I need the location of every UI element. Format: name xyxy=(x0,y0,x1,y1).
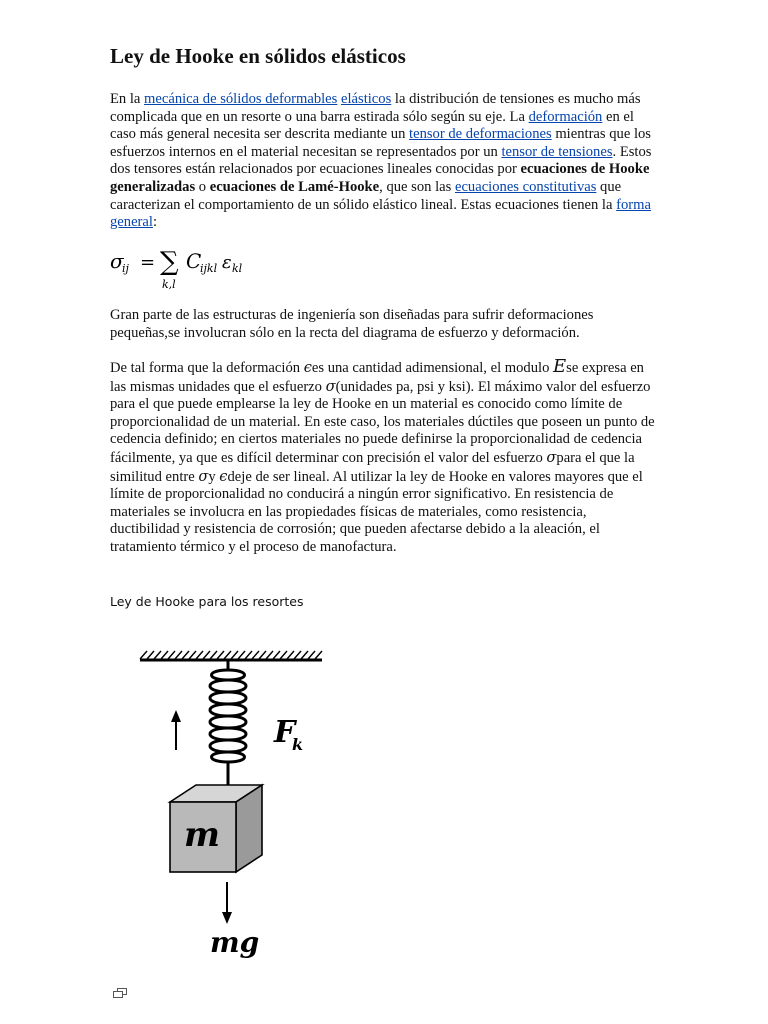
ceiling-hatch xyxy=(140,651,322,660)
expand-image-icon[interactable] xyxy=(112,987,128,999)
intro-paragraph: En la mecánica de sólidos deformables elásticos la distribución de tensiones es mucho más complicada que en un resorte o una barra estirada sólo según su eje. La deformación en el caso más general necesita ser descrita mediante un tensor de deformaciones mientras que los esfuerzos internos en el material necesitan se representados por un tensor de tensiones. Estos dos tensores están relacionados por ecuaciones lineales conocidas por ecuaciones de Hooke generalizadas o ecuaciones de Lamé-Hooke, que son las ecuaciones constitutivas que caracterizan el comportamiento de un sólido elástico lineal. Estas ecuaciones tienen la forma general: xyxy=(110,91,652,231)
formula-sum-sub: k,l xyxy=(162,278,176,291)
symbol-epsilon: ϵ xyxy=(303,359,312,376)
link-tensor-deformaciones[interactable]: tensor de deformaciones xyxy=(409,126,552,143)
spring-coil xyxy=(210,661,246,790)
symbol-sigma: σ xyxy=(546,448,557,466)
force-arrow-up xyxy=(171,710,181,750)
formula-sigma-sub: ij xyxy=(122,262,129,275)
bold-hooke-generalizadas: ecuaciones de Hooke generalizadas xyxy=(110,161,650,195)
symbol-sigma: σ xyxy=(325,377,336,395)
formula-equals: = xyxy=(140,252,156,273)
symbol-sigma: σ xyxy=(198,467,209,485)
formula-c: C xyxy=(186,249,202,273)
link-ecuaciones-constitutivas[interactable]: ecuaciones constitutivas xyxy=(454,178,597,195)
spring-mass-diagram xyxy=(110,640,360,970)
symbol-modulus-e: E xyxy=(553,356,567,377)
formula-epsilon-sub: kl xyxy=(232,262,243,275)
formula-c-sub: ijkl xyxy=(200,262,218,275)
mass-label: m xyxy=(184,815,220,855)
weight-arrow-down xyxy=(222,882,232,924)
force-subscript: k xyxy=(292,735,304,754)
symbol-epsilon: ϵ xyxy=(219,467,228,485)
weight-label: mg xyxy=(210,926,260,959)
hooke-generalized-formula xyxy=(110,244,270,294)
formula-sum: ∑ xyxy=(160,247,179,277)
section-subtitle: Ley de Hooke para los resortes xyxy=(110,594,304,609)
link-forma-general[interactable]: forma general xyxy=(110,196,651,231)
page-title: Ley de Hooke en sólidos elásticos xyxy=(110,44,406,68)
link-tensor-tensiones[interactable]: tensor de tensiones xyxy=(501,143,613,160)
bold-lame-hooke: ecuaciones de Lamé-Hooke xyxy=(209,178,380,195)
link-mecanica-solidos[interactable]: mecánica de sólidos deformables xyxy=(144,91,338,107)
paragraph-proporcionalidad: De tal forma que la deformación ϵes una cantidad adimensional, el modulo Ese expresa en las mismas unidades que el esfuerzo σ(unidades pa, psi y ksi). El máximo valor del esfuerzo para el que puede emplearse la ley de Hooke en un material es conocido como límite de proporcionalidad de un material. En este caso, los materiales dúctiles que poseen un punto de cedencia definido; en ciertos materiales no puede definirse la proporcionalidad de cedencia fácilmente, ya que es difícil determinar con precisión el valor del esfuerzo σpara el que la similitud entre σy ϵdeje de ser lineal. Al utilizar la ley de Hooke en valores mayores que el límite de proporcionalidad no conducirá a ningún error significativo. En resistencia de materiales se involucra en las propiedades físicas de materiales, como resistencia, ductibilidad y resistencia de corrosión; que pueden afectarse debido a la aleación, el tratamiento térmico y el proceso de manofactura. xyxy=(110,356,655,555)
link-elasticos[interactable]: elásticos xyxy=(341,91,392,107)
link-deformacion[interactable]: deformación xyxy=(528,108,603,125)
formula-sigma: σ xyxy=(110,249,124,273)
formula-epsilon: ε xyxy=(222,252,232,273)
paragraph-deformaciones: Gran parte de las estructuras de ingeniería son diseñadas para sufrir deformaciones pequeñas,se involucran sólo en la recta del diagrama de esfuerzo y deformación. xyxy=(110,307,594,341)
force-label: F xyxy=(274,715,296,750)
